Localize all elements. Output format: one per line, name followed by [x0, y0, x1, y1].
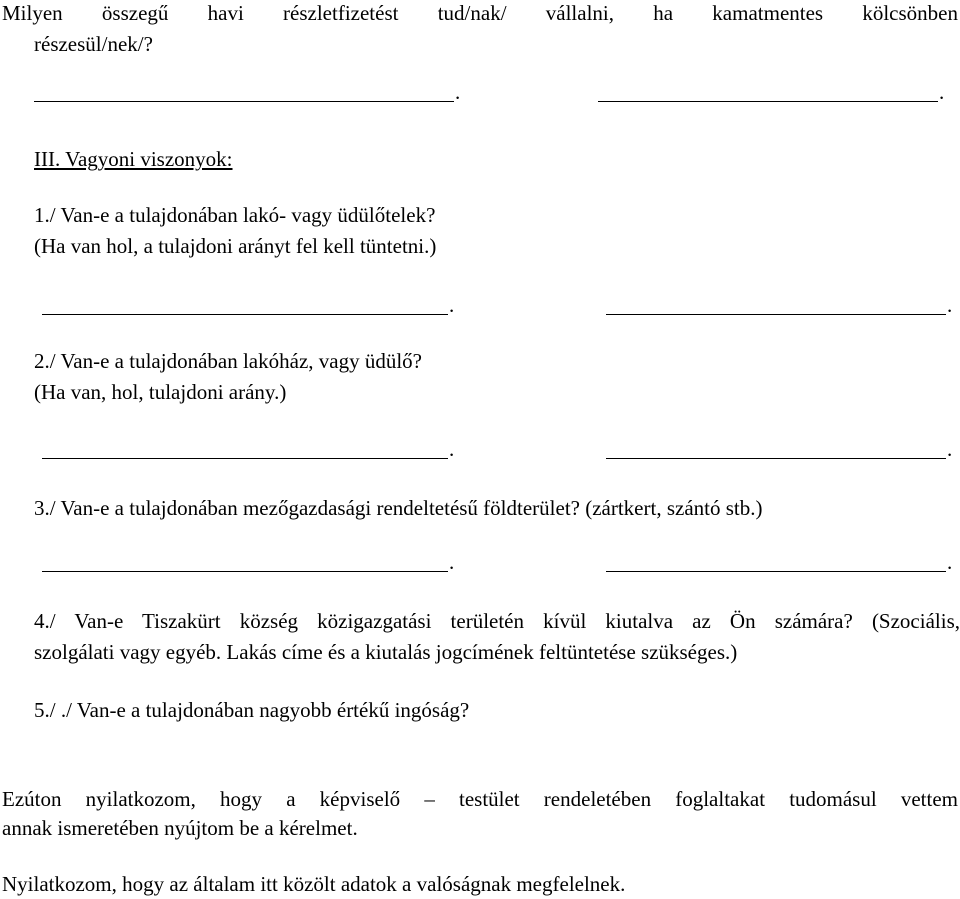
- answer-blank-q1-1[interactable]: [42, 291, 462, 317]
- question-3-line-1: 3./ Van-e a tulajdonában mezőgazdasági rendeltetésű földterület? (zártkert, szántó stb.): [34, 496, 763, 520]
- answer-blank-q1-2[interactable]: [606, 291, 956, 317]
- question-1-line-1: 1./ Van-e a tulajdonában lakó- vagy üdülőtelek?: [34, 203, 436, 227]
- question-1-line-2: (Ha van hol, a tulajdoni arányt fel kell tüntetni.): [34, 234, 437, 258]
- blank-dot: .: [449, 293, 455, 317]
- answer-blank-q2-2[interactable]: [606, 435, 956, 461]
- answer-blank-installment-1[interactable]: [34, 78, 464, 104]
- installment-question-line-1: Milyen összegű havi részletfizetést tud/nak/ vállalni, ha kamatmentes kölcsönben: [2, 1, 958, 25]
- blank-dot: .: [947, 550, 953, 574]
- question-2-line-1: 2./ Van-e a tulajdonában lakóház, vagy üdülő?: [34, 349, 422, 373]
- question-5-line-1: 5./ ./ Van-e a tulajdonában nagyobb értékű ingóság?: [34, 698, 470, 722]
- question-4-line-1: 4./ Van-e Tiszakürt község közigazgatási területén kívül kiutalva az Ön számára? (Szociális,: [34, 609, 960, 633]
- question-4-line-2: szolgálati vagy egyéb. Lakás címe és a kiutalás jogcímének feltüntetése szükséges.): [34, 640, 738, 664]
- answer-blank-q3-2[interactable]: [606, 548, 956, 574]
- answer-blank-q2-1[interactable]: [42, 435, 462, 461]
- blank-dot: .: [449, 550, 455, 574]
- blank-dot: .: [947, 437, 953, 461]
- answer-blank-q3-1[interactable]: [42, 548, 462, 574]
- statement-acknowledgement-line-1: Ezúton nyilatkozom, hogy a képviselő – testület rendeletében foglaltakat tudomásul vettem: [2, 787, 958, 811]
- statement-truthfulness: Nyilatkozom, hogy az általam itt közölt adatok a valóságnak megfelelnek.: [2, 872, 626, 896]
- question-2-line-2: (Ha van, hol, tulajdoni arány.): [34, 380, 287, 404]
- blank-dot: .: [947, 293, 953, 317]
- blank-dot: .: [455, 80, 461, 104]
- blank-dot: .: [939, 80, 945, 104]
- statement-acknowledgement-line-2: annak ismeretében nyújtom be a kérelmet.: [2, 816, 358, 840]
- installment-question-line-2: részesül/nek/?: [34, 32, 153, 56]
- answer-blank-installment-2[interactable]: [598, 78, 948, 104]
- blank-dot: .: [449, 437, 455, 461]
- section-title-assets: III. Vagyoni viszonyok:: [34, 147, 233, 171]
